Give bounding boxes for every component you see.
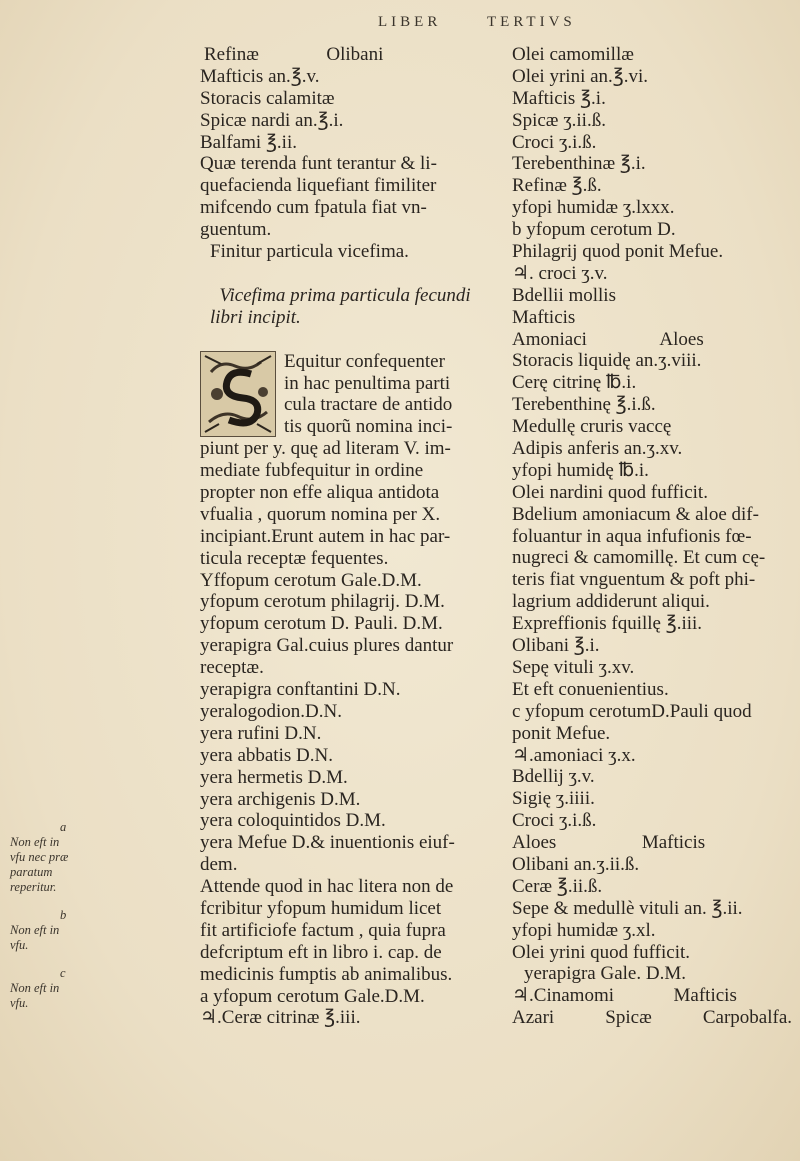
- text-line: lagrium addiderunt aliqui.: [512, 591, 710, 613]
- text-line: yerapigra Gale. D.M.: [524, 963, 686, 985]
- text-line: quefacienda liquefiant fimiliter: [200, 175, 437, 197]
- margin-note-b: [10, 908, 100, 953]
- text-line: Mafticis ℥.i.: [512, 87, 606, 109]
- left-column: [200, 44, 490, 1029]
- text-line: dem.: [200, 854, 238, 876]
- note-marker: a: [60, 820, 67, 834]
- ingredient: Spicæ: [605, 1007, 652, 1029]
- ingredient: Mafticis: [673, 985, 737, 1007]
- text-line: Olei yrini an.℥.vi.: [512, 65, 649, 87]
- text-line: [512, 832, 792, 854]
- text-line: Bdelium amoniacum & aloe dif-: [512, 503, 759, 525]
- text-line: ticula receptæ fequentes.: [200, 547, 389, 569]
- text-line: ponit Mefue.: [512, 722, 611, 744]
- ingredient: Aloes: [512, 832, 557, 854]
- ingredient: Amoniaci: [512, 328, 587, 350]
- ingredient: Azari: [512, 1007, 555, 1029]
- text-line: Olei nardini quod fufficit.: [512, 481, 708, 503]
- text-line: teris fiat vnguentum & poft phi-: [512, 569, 756, 591]
- margin-note-a: [10, 820, 100, 895]
- text-line: Bdellij ʒ.v.: [512, 766, 595, 788]
- text-line: yera coloquintidos D.M.: [200, 810, 386, 832]
- text-line: tis quorũ nomina inci-: [284, 416, 453, 438]
- text-line: Finitur particula vicefima.: [210, 241, 409, 263]
- text-line: Mafticis: [512, 306, 576, 328]
- text-line: Expreffionis fquillę ℥.iii.: [512, 613, 703, 635]
- text-line: yerapigra conftantini D.N.: [200, 679, 401, 701]
- ingredient: Olibani: [326, 44, 384, 65]
- text-line: incipiant.Erunt autem in hac par-: [200, 525, 451, 547]
- text-line: Olibani ℥.i.: [512, 635, 600, 657]
- text-line: in hac penultima parti: [284, 372, 451, 394]
- note-text: paratum: [10, 865, 53, 879]
- text-line: Sigię ʒ.iiii.: [512, 788, 595, 810]
- text-line: Cerę citrinę ℔.i.: [512, 372, 637, 394]
- text-line: mediate fubfequitur in ordine: [200, 460, 424, 482]
- text-line: Olei camomillæ: [512, 44, 634, 65]
- text-line: defcriptum eft in libro i. cap. de: [200, 941, 442, 963]
- text-line: [512, 329, 792, 351]
- text-line: Terebenthinæ ℥.i.: [512, 153, 646, 175]
- text-line: Balfami ℥.ii.: [200, 131, 297, 153]
- text-line: [512, 985, 792, 1007]
- note-text: vfu nec præ: [10, 850, 69, 864]
- text-line: receptæ.: [200, 657, 264, 679]
- text-line: [200, 44, 490, 66]
- note-text: Non eft in: [10, 923, 60, 937]
- text-line: a yfopum cerotum Gale.D.M.: [200, 985, 425, 1007]
- decorated-initial-block: [200, 351, 490, 439]
- text-line: Bdellii mollis: [512, 284, 616, 306]
- text-line: Philagrij quod ponit Mefue.: [512, 241, 724, 263]
- text-line: Adipis anferis an.ʒ.xv.: [512, 438, 683, 460]
- text-line: ♃.Ceræ citrinæ ℥.iii.: [200, 1007, 361, 1029]
- text-line: vfualia , quorum nomina per X.: [200, 503, 441, 525]
- text-line: Mafticis an.℥.v.: [200, 65, 320, 87]
- decorated-initial-s: [200, 351, 276, 437]
- text-line: Et eft conuenientius.: [512, 678, 669, 700]
- text-line: guentum.: [200, 219, 272, 241]
- text-line: Yffopum cerotum Gale.D.M.: [200, 569, 422, 591]
- text-line: yfopi humidę ℔.i.: [512, 459, 649, 481]
- section-title: Vicefima prima particula fecundi: [219, 284, 471, 306]
- ingredient: Mafticis: [641, 832, 706, 854]
- text-line: Olibani an.ʒ.ii.ß.: [512, 853, 640, 875]
- section-title: libri incipit.: [210, 306, 301, 328]
- text-line: Croci ʒ.i.ß.: [512, 810, 597, 832]
- text-line: yfopi humidæ ʒ.xl.: [512, 919, 656, 941]
- text-line: medicinis fumptis ab animalibus.: [200, 963, 453, 985]
- text-line: c yfopum cerotumD.Pauli quod: [512, 700, 752, 722]
- note-text: reperitur.: [10, 880, 57, 894]
- header-liber: LIBER: [378, 14, 442, 30]
- text-line: yera archigenis D.M.: [200, 788, 361, 810]
- text-line: Spicæ nardi an.℥.i.: [200, 109, 344, 131]
- text-line: yerapigra Gal.cuius plures dantur: [200, 635, 454, 657]
- text-line: b yfopum cerotum D.: [512, 219, 676, 241]
- text-line: Sepę vituli ʒ.xv.: [512, 656, 635, 678]
- text-line: foluantur in aqua infufionis fœ-: [512, 525, 752, 547]
- text-line: nugreci & camomillę. Et cum cę-: [512, 547, 766, 569]
- header-tertius: TERTIVS: [487, 14, 576, 30]
- text-line: Refinæ ℥.ß.: [512, 175, 602, 197]
- note-text: vfu.: [10, 938, 29, 952]
- text-line: Terebenthinę ℥.i.ß.: [512, 394, 656, 416]
- ingredient: Aloes: [659, 328, 704, 350]
- text-line: Sepe & medullè vituli an. ℥.ii.: [512, 897, 743, 919]
- ingredient: Carpobalfa.: [702, 1007, 792, 1029]
- margin-note-c: [10, 966, 100, 1011]
- text-line: Ceræ ℥.ii.ß.: [512, 875, 603, 897]
- note-marker: c: [60, 966, 66, 980]
- text-line: mifcendo cum fpatula fiat vn-: [200, 197, 427, 219]
- text-line: Storacis calamitæ: [200, 87, 335, 109]
- text-line: cula tractare de antido: [284, 394, 453, 416]
- text-line: Storacis liquidę an.ʒ.viii.: [512, 350, 702, 372]
- text-line: Spicæ ʒ.ii.ß.: [512, 109, 606, 131]
- text-line: yera abbatis D.N.: [200, 744, 333, 766]
- note-marker: b: [60, 908, 67, 922]
- note-text: vfu.: [10, 996, 29, 1010]
- text-line: ♃.amoniaci ʒ.x.: [512, 744, 636, 766]
- text-line: piunt per y. quę ad literam V. im-: [200, 438, 451, 460]
- text-line: yera rufini D.N.: [200, 722, 322, 744]
- text-line: fit artificiofe factum , quia fupra: [200, 919, 446, 941]
- text-line: yfopum cerotum D. Pauli. D.M.: [200, 613, 443, 635]
- ingredient: Refinæ: [204, 44, 259, 65]
- text-line: Olei yrini quod fufficit.: [512, 941, 691, 963]
- right-column: [512, 44, 792, 1029]
- text-line: yera hermetis D.M.: [200, 766, 348, 788]
- text-line: yera Mefue D.& inuentionis eiuf-: [200, 832, 455, 854]
- text-line: yfopum cerotum philagrij. D.M.: [200, 591, 445, 613]
- ingredient: ♃.Cinamomi: [512, 985, 615, 1007]
- text-line: ♃. croci ʒ.v.: [512, 262, 608, 284]
- text-line: Equitur confequenter: [284, 350, 445, 372]
- text-line: yfopi humidæ ʒ.lxxx.: [512, 197, 675, 219]
- text-line: propter non effe aliqua antidota: [200, 482, 440, 504]
- text-line: Quæ terenda funt terantur & li-: [200, 153, 437, 175]
- text-line: Attende quod in hac litera non de: [200, 876, 454, 898]
- text-line: Croci ʒ.i.ß.: [512, 131, 597, 153]
- note-text: Non eft in: [10, 981, 60, 995]
- note-text: Non eft in: [10, 835, 60, 849]
- text-line: yeralogodion.D.N.: [200, 700, 342, 722]
- text-line: [512, 1007, 792, 1029]
- text-line: Medullę cruris vaccę: [512, 416, 672, 438]
- text-line: fcribitur yfopum humidum licet: [200, 897, 442, 919]
